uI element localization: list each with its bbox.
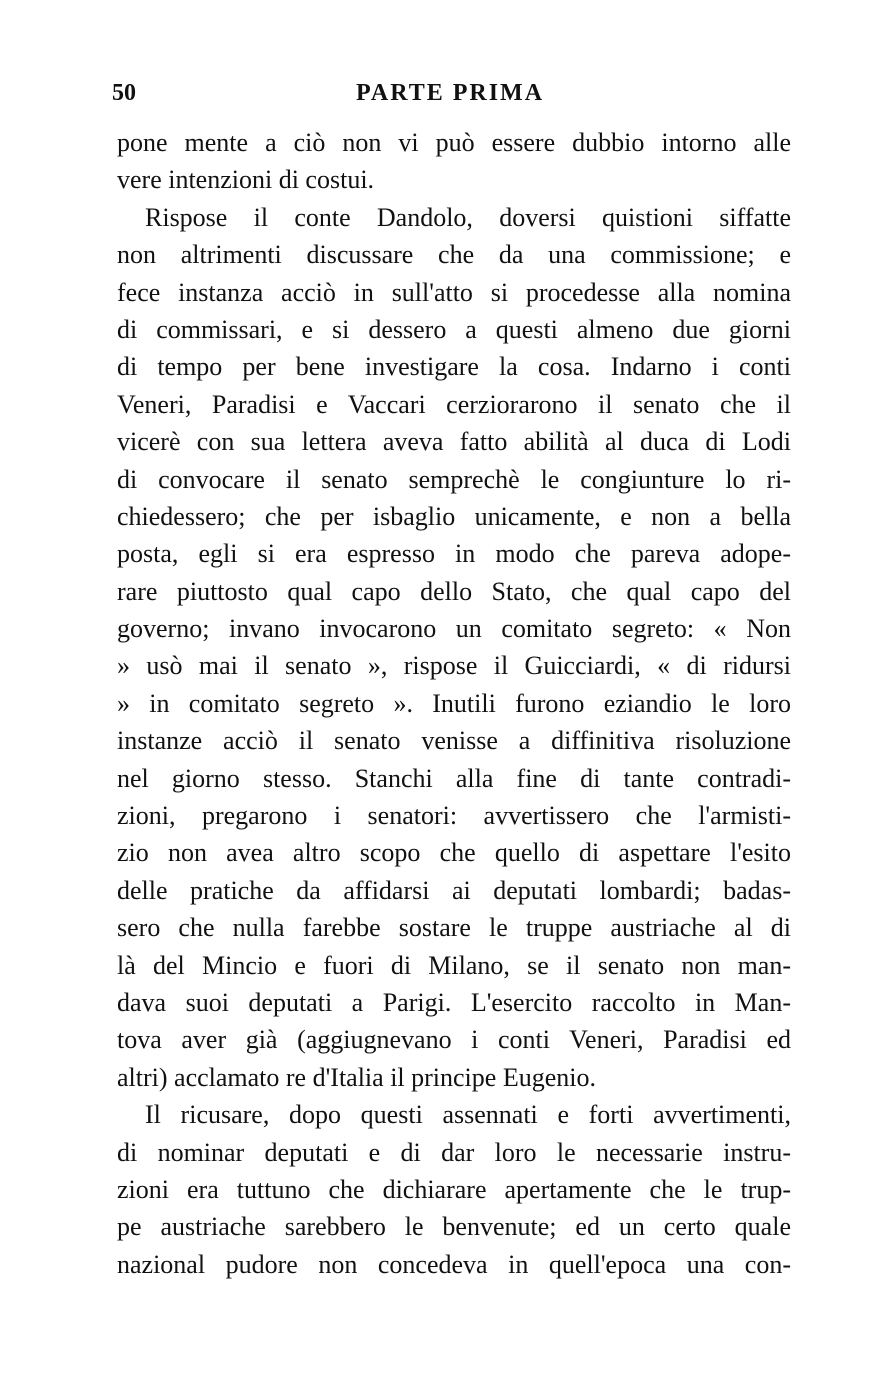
text-line: zioni, pregarono i senatori: avvertissero che l'armisti- — [117, 801, 791, 831]
text-line: » in comitato segreto ». Inutili furono eziandio le loro — [117, 688, 791, 718]
text-line: chiedessero; che per isbaglio unicamente, e non a bella — [117, 501, 791, 531]
text-line: vere intenzioni di costui. — [117, 165, 375, 195]
text-line: zio non avea altro scopo che quello di aspettare l'esito — [117, 838, 791, 868]
text-line: là del Mincio e fuori di Milano, se il senato non man- — [117, 950, 791, 980]
text-line: Il ricusare, dopo questi assennati e forti avvertimenti, — [145, 1100, 791, 1130]
running-title: PARTE PRIMA — [356, 80, 545, 106]
text-line: instanze acciò il senato venisse a diffinitiva risoluzione — [117, 726, 791, 756]
text-line: fece instanza acciò in sull'atto si procedesse alla nomina — [117, 277, 791, 307]
text-line: » usò mai il senato », rispose il Guicciardi, « di ridursi — [117, 651, 791, 681]
text-line: pone mente a ciò non vi può essere dubbio intorno alle — [117, 128, 791, 157]
text-line: di convocare il senato semprechè le congiunture lo ri- — [117, 464, 791, 494]
text-line: Rispose il conte Dandolo, doversi quistioni siffatte — [145, 202, 791, 232]
page-number: 50 — [112, 80, 136, 106]
text-line: governo; invano invocarono un comitato segreto: « Non — [117, 614, 791, 644]
text-line: nazional pudore non concedeva in quell'epoca una con- — [117, 1249, 791, 1279]
text-line: nel giorno stesso. Stanchi alla fine di tante contradi- — [117, 763, 791, 793]
text-line: rare piuttosto qual capo dello Stato, che qual capo del — [117, 576, 791, 606]
body-text — [117, 124, 791, 1283]
page-header — [112, 80, 732, 114]
text-line: di commissari, e si dessero a questi almeno due giorni — [117, 314, 791, 344]
text-line: zioni era tuttuno che dichiarare apertamente che le trup- — [117, 1174, 791, 1204]
text-line: delle pratiche da affidarsi ai deputati lombardi; badas- — [117, 875, 791, 905]
text-line: pe austriache sarebbero le benvenute; ed un certo quale — [117, 1212, 791, 1242]
text-line: dava suoi deputati a Parigi. L'esercito raccolto in Man- — [117, 987, 791, 1017]
text-line: di tempo per bene investigare la cosa. Indarno i conti — [117, 352, 791, 382]
text-line: altri) acclamato re d'Italia il principe Eugenio. — [117, 1062, 596, 1092]
text-line: posta, egli si era espresso in modo che pareva adope- — [117, 539, 791, 569]
text-line: sero che nulla farebbe sostare le truppe austriache al di — [117, 913, 791, 943]
text-line: Veneri, Paradisi e Vaccari cerziorarono il senato che il — [117, 389, 791, 419]
text-line: di nominar deputati e di dar loro le necessarie instru- — [117, 1137, 791, 1167]
text-line: non altrimenti discussare che da una commissione; e — [117, 240, 791, 270]
text-line: vicerè con sua lettera aveva fatto abilità al duca di Lodi — [117, 427, 791, 457]
text-line: tova aver già (aggiugnevano i conti Veneri, Paradisi ed — [117, 1025, 791, 1055]
